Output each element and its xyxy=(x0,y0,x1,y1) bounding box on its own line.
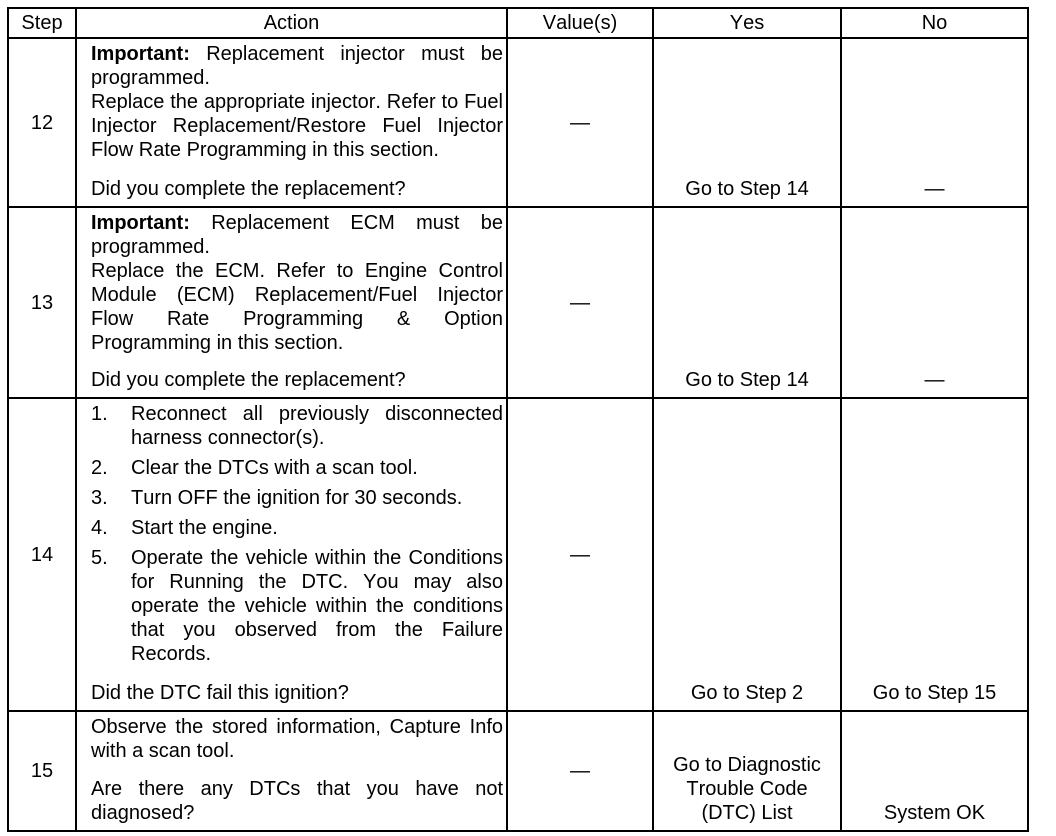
instruction-text: Observe the stored information, Capture Info with a scan tool. xyxy=(91,716,503,762)
no-cell xyxy=(842,39,1029,208)
header-step-label: Step xyxy=(21,12,63,34)
procedure-item xyxy=(91,546,503,666)
yes-result: Go to Step 14 xyxy=(685,369,809,391)
question-text: Did the DTC fail this ignition? xyxy=(91,682,349,704)
action-cell xyxy=(77,208,508,399)
step-cell xyxy=(9,399,77,712)
question-text: Are there any DTCs that you have not diagnosed? xyxy=(91,778,503,824)
value-text: — xyxy=(570,291,590,314)
header-values-label: Value(s) xyxy=(542,12,618,34)
procedure-list xyxy=(91,402,503,666)
header-yes xyxy=(654,9,842,39)
value-cell xyxy=(508,399,654,712)
procedure-item-text: Clear the DTCs with a scan tool. xyxy=(131,457,418,479)
procedure-item-number: 4. xyxy=(91,517,108,539)
procedure-item-text: Start the engine. xyxy=(131,517,278,539)
procedure-item xyxy=(91,456,503,480)
question-text: Did you complete the replacement? xyxy=(91,369,406,391)
procedure-item-text: Reconnect all previously disconnected harness connector(s). xyxy=(131,403,503,449)
step-cell xyxy=(9,712,77,832)
important-text: Replacement injector must be programmed. xyxy=(91,43,503,89)
important-note xyxy=(91,211,503,259)
yes-result: Go to Step 14 xyxy=(685,178,809,200)
procedure-item xyxy=(91,402,503,450)
diagnostic-table xyxy=(7,7,1029,832)
procedure-item-number: 1. xyxy=(91,403,108,425)
step-number: 13 xyxy=(30,291,54,314)
header-no-label: No xyxy=(921,12,948,34)
value-text: — xyxy=(570,111,590,134)
procedure-item-number: 5. xyxy=(91,547,108,569)
yes-cell xyxy=(654,712,842,832)
procedure-item xyxy=(91,516,503,540)
step-number: 15 xyxy=(30,760,54,782)
value-cell xyxy=(508,208,654,399)
procedure-item-number: 3. xyxy=(91,487,108,509)
header-no xyxy=(842,9,1029,39)
yes-result: Go to Step 2 xyxy=(690,682,804,704)
no-result: System OK xyxy=(883,802,986,824)
value-text: — xyxy=(570,760,590,782)
header-step xyxy=(9,9,77,39)
no-result: — xyxy=(924,369,945,391)
action-cell xyxy=(77,39,508,208)
action-cell xyxy=(77,712,508,832)
procedure-item-number: 2. xyxy=(91,457,108,479)
yes-cell xyxy=(654,39,842,208)
value-cell xyxy=(508,39,654,208)
action-cell xyxy=(77,399,508,712)
question-text: Did you complete the replacement? xyxy=(91,178,406,200)
procedure-item-text: Operate the vehicle within the Conditions for Running the DTC. You may also operate the vehicle within the conditions that you observed from the Failure Records. xyxy=(131,547,503,665)
procedure-item-text: Turn OFF the ignition for 30 seconds. xyxy=(131,487,463,509)
no-result: — xyxy=(924,178,945,200)
value-cell xyxy=(508,712,654,832)
yes-cell xyxy=(654,208,842,399)
header-action-label: Action xyxy=(263,12,320,34)
important-label: Important: xyxy=(91,212,190,234)
no-result: Go to Step 15 xyxy=(872,682,997,704)
no-cell xyxy=(842,712,1029,832)
step-cell xyxy=(9,208,77,399)
value-text: — xyxy=(570,543,590,566)
procedure-item xyxy=(91,486,503,510)
step-number: 12 xyxy=(30,111,54,134)
instruction-text: Replace the ECM. Refer to Engine Control Module (ECM) Replacement/Fuel Injector Flow Rate Programming & Option Programming in this section. xyxy=(91,260,503,354)
important-note xyxy=(91,42,503,90)
header-values xyxy=(508,9,654,39)
important-text: Replacement ECM must be programmed. xyxy=(91,212,503,258)
header-action xyxy=(77,9,508,39)
step-cell xyxy=(9,39,77,208)
important-label: Important: xyxy=(91,43,190,65)
no-cell xyxy=(842,208,1029,399)
yes-result: Go to Diagnostic Trouble Code (DTC) List xyxy=(673,754,821,824)
no-cell xyxy=(842,399,1029,712)
step-number: 14 xyxy=(30,543,54,566)
header-yes-label: Yes xyxy=(729,12,765,34)
instruction-text: Replace the appropriate injector. Refer to Fuel Injector Replacement/Restore Fuel Injector Flow Rate Programming in this section. xyxy=(91,91,503,161)
yes-cell xyxy=(654,399,842,712)
